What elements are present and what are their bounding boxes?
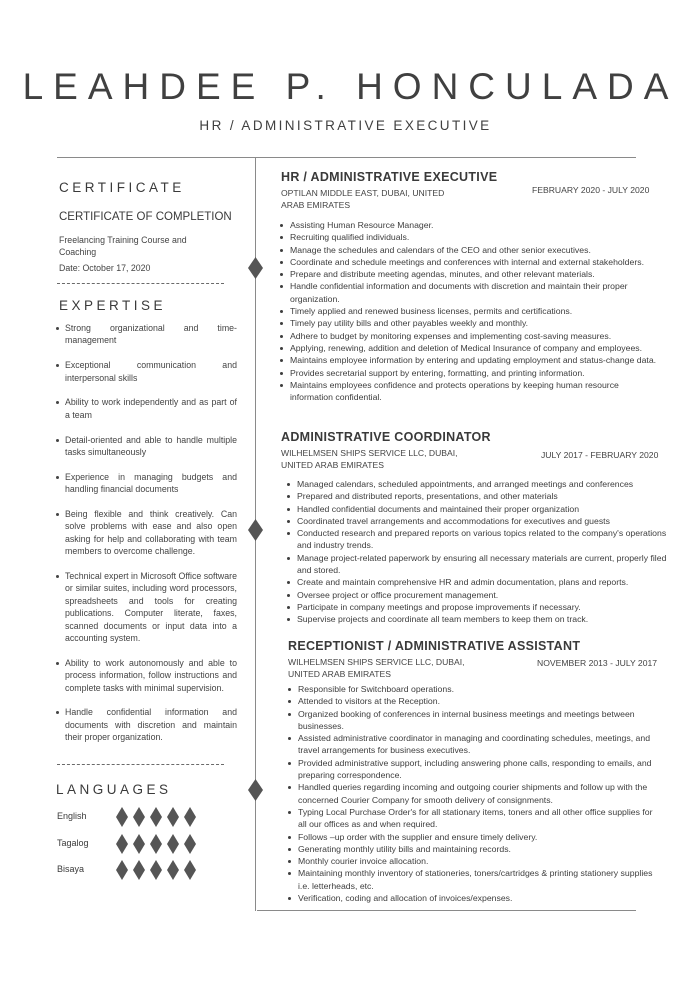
job-bullet: Maintains employee information by entering and updating employment and status-change data. xyxy=(280,354,660,366)
job-dates: FEBRUARY 2020 - JULY 2020 xyxy=(532,185,650,195)
expertise-item: Handle confidential information and documents with discretion and maintain their proper organization. xyxy=(59,706,237,743)
job-bullet: Typing Local Purchase Order's for all stationary items, toners and all other office supplies for all our offices as and when required. xyxy=(288,806,653,831)
expertise-item: Ability to work autonomously and able to process information, follow instructions and complete tasks with minimal supervision. xyxy=(59,657,237,694)
language-name: Bisaya xyxy=(57,864,85,874)
language-name: English xyxy=(57,811,87,821)
language-name: Tagalog xyxy=(57,838,89,848)
job-bullet: Generating monthly utility bills and maintaining records. xyxy=(288,843,653,855)
job-bullet: Prepared and distributed reports, presentations, and other materials xyxy=(287,490,675,502)
language-rating-icon xyxy=(116,860,196,880)
company-line: WILHELMSEN SHIPS SERVICE LLC, DUBAI, xyxy=(281,448,458,458)
language-rating-icon xyxy=(116,807,196,827)
company-line: ARAB EMIRATES xyxy=(281,199,351,210)
job-bullet: Participate in company meetings and propose improvements if necessary. xyxy=(287,601,675,613)
timeline-diamond-icon xyxy=(248,779,263,801)
job-title: RECEPTIONIST / ADMINISTRATIVE ASSISTANT xyxy=(288,639,581,653)
job-bullet: Assisting Human Resource Manager. xyxy=(280,219,660,231)
expertise-item: Exceptional communication and interpersonal skills xyxy=(59,359,237,384)
candidate-name: LEAHDEE P. HONCULADA xyxy=(22,66,679,107)
job-bullets xyxy=(288,683,653,904)
certificate-date: Date: October 17, 2020 xyxy=(59,263,151,273)
job-bullet: Adhere to budget by monitoring expenses and implementing cost-saving measures. xyxy=(280,330,660,342)
job-bullet: Timely applied and renewed business licenses, permits and certifications. xyxy=(280,305,660,317)
job-title: ADMINISTRATIVE COORDINATOR xyxy=(281,430,491,444)
expertise-item: Ability to work independently and as part of a team xyxy=(59,396,237,421)
certificate-course: Freelancing Training Course and xyxy=(59,235,187,245)
certificate-heading: CERTIFICATE xyxy=(59,180,185,195)
job-bullet: Recruiting qualified individuals. xyxy=(280,231,660,243)
job-company xyxy=(281,188,471,211)
job-bullet: Follows –up order with the supplier and ensure timely delivery. xyxy=(288,831,653,843)
job-bullet: Coordinated travel arrangements and accommodations for executives and guests xyxy=(287,515,675,527)
section-divider xyxy=(57,764,224,765)
expertise-item: Technical expert in Microsoft Office software or similar suites, including word processors, spreadsheets and tools for creating publications. Computer literate, faxes, scanned documents or input data into a accounting system. xyxy=(59,570,237,644)
job-company xyxy=(281,448,471,471)
job-bullet: Prepare and distribute meeting agendas, minutes, and other relevant materials. xyxy=(280,268,660,280)
job-bullet: Handled confidential documents and maintained their proper organization xyxy=(287,503,675,515)
job-bullet: Managed calendars, scheduled appointments, and arranged meetings and conferences xyxy=(287,478,675,490)
languages-heading: LANGUAGES xyxy=(56,782,172,797)
expertise-item: Strong organizational and time-management xyxy=(59,322,237,347)
timeline-diamond-icon xyxy=(248,519,263,541)
job-dates: JULY 2017 - FEBRUARY 2020 xyxy=(541,450,659,460)
job-bullet: Oversee project or office procurement management. xyxy=(287,589,675,601)
job-bullet: Conducted research and prepared reports on various topics related to the company's operations and industry trends. xyxy=(287,527,675,552)
job-bullet: Supervise projects and coordinate all team members to keep them on track. xyxy=(287,613,675,625)
language-row xyxy=(57,860,207,880)
job-bullet: Manage the schedules and calendars of the CEO and other senior executives. xyxy=(280,244,660,256)
job-bullets xyxy=(287,478,675,626)
job-bullet: Maintaining monthly inventory of stationeries, toners/cartridges & printing stationery supplies i.e. letterheads, etc. xyxy=(288,867,653,892)
job-bullet: Handled queries regarding incoming and outgoing courier shipments and follow up with the concerned Courier Company for smooth delivery of consignments. xyxy=(288,781,653,806)
expertise-item: Being flexible and think creatively. Can solve problems with ease and also open asking for help and collaborating with team members to overcome challenge. xyxy=(59,508,237,558)
job-bullet: Manage project-related paperwork by ensuring all necessary materials are current, properly filed and stored. xyxy=(287,552,675,577)
language-rating-icon xyxy=(116,834,196,854)
certificate-name: CERTIFICATE OF COMPLETION xyxy=(59,211,232,223)
job-bullet: Attended to visitors at the Reception. xyxy=(288,695,653,707)
candidate-title: HR / ADMINISTRATIVE EXECUTIVE xyxy=(199,118,492,133)
job-bullet: Create and maintain comprehensive HR and admin documentation, plans and reports. xyxy=(287,576,675,588)
expertise-list xyxy=(59,322,237,756)
job-bullet: Provided administrative support, including answering phone calls, responding to emails, and preparing correspondence. xyxy=(288,757,653,782)
job-bullet: Monthly courier invoice allocation. xyxy=(288,855,653,867)
expertise-item: Detail-oriented and able to handle multiple tasks simultaneously xyxy=(59,434,237,459)
language-row xyxy=(57,807,207,827)
timeline-diamond-icon xyxy=(248,257,263,279)
company-line: WILHELMSEN SHIPS SERVICE LLC, DUBAI, xyxy=(288,657,465,667)
job-bullet: Provides secretarial support by entering, formatting, and printing information. xyxy=(280,367,660,379)
expertise-heading: EXPERTISE xyxy=(59,298,167,313)
job-bullet: Handle confidential information and documents with discretion and maintain their proper organization. xyxy=(280,280,660,305)
job-dates: NOVEMBER 2013 - JULY 2017 xyxy=(537,658,658,668)
company-line: UNITED ARAB EMIRATES xyxy=(281,459,384,470)
section-divider xyxy=(57,283,224,284)
expertise-item: Experience in managing budgets and handling financial documents xyxy=(59,471,237,496)
top-divider xyxy=(57,157,636,158)
job-company xyxy=(288,657,478,680)
job-bullet: Maintains employees confidence and protects operations by keeping human resource information confidential. xyxy=(280,379,660,404)
bottom-divider xyxy=(257,910,636,911)
job-bullet: Organized booking of conferences in internal business meetings and meetings between businesses. xyxy=(288,708,653,733)
job-bullet: Responsible for Switchboard operations. xyxy=(288,683,653,695)
company-line: UNITED ARAB EMIRATES xyxy=(288,668,391,679)
company-line: OPTILAN MIDDLE EAST, DUBAI, UNITED xyxy=(281,188,445,198)
job-bullet: Timely pay utility bills and other payables weekly and monthly. xyxy=(280,317,660,329)
job-bullets xyxy=(280,219,660,403)
language-row xyxy=(57,834,207,854)
certificate-course-cont: Coaching xyxy=(59,247,97,257)
job-bullet: Applying, renewing, addition and deletion of Medical Insurance of company and employees. xyxy=(280,342,660,354)
job-title: HR / ADMINISTRATIVE EXECUTIVE xyxy=(281,170,498,184)
job-bullet: Assisted administrative coordinator in managing and coordinating schedules, meetings, and travel arrangements for business executives. xyxy=(288,732,653,757)
job-bullet: Coordinate and schedule meetings and conferences with internal and external stakeholders. xyxy=(280,256,660,268)
job-bullet: Verification, coding and allocation of invoices/expenses. xyxy=(288,892,653,904)
